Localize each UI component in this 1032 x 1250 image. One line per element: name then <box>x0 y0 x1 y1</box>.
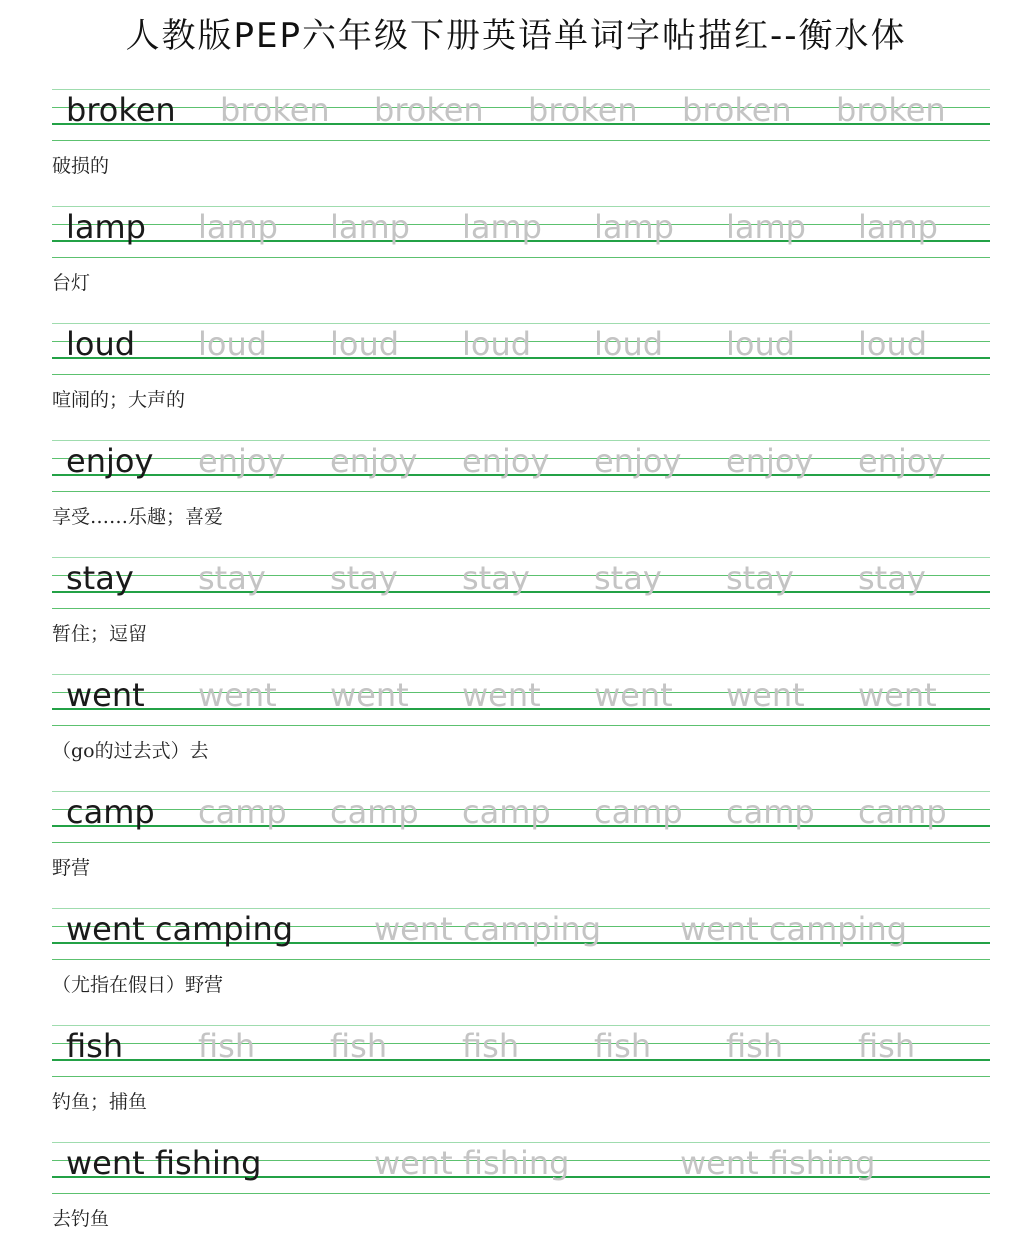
word-model: stay <box>66 559 134 597</box>
word-trace: loud <box>726 325 796 363</box>
guide-line <box>52 374 990 375</box>
word-trace: stay <box>330 559 398 597</box>
word-entry <box>52 88 990 188</box>
word-trace: broken <box>220 91 330 129</box>
word-trace: enjoy <box>858 442 946 480</box>
word-entry <box>52 1141 990 1241</box>
word-model: went camping <box>66 910 294 948</box>
word-trace: went camping <box>374 910 602 948</box>
word-entry <box>52 322 990 422</box>
word-meaning: 破损的 <box>52 155 110 177</box>
word-meaning: 野营 <box>52 857 91 879</box>
word-trace: camp <box>198 793 287 831</box>
word-trace: stay <box>462 559 530 597</box>
word-model: broken <box>66 91 176 129</box>
word-trace: went <box>726 676 805 714</box>
word-model: went fishing <box>66 1144 262 1182</box>
guide-line <box>52 1043 990 1044</box>
guide-line <box>52 725 990 726</box>
word-model: camp <box>66 793 155 831</box>
word-entry <box>52 556 990 656</box>
word-trace: camp <box>330 793 419 831</box>
word-trace: went <box>462 676 541 714</box>
guide-line <box>52 140 990 141</box>
word-model: lamp <box>66 208 146 246</box>
word-trace: stay <box>858 559 926 597</box>
word-trace: fish <box>858 1027 916 1065</box>
word-trace: went <box>858 676 937 714</box>
guide-line <box>52 491 990 492</box>
word-trace: loud <box>462 325 532 363</box>
word-trace: camp <box>858 793 947 831</box>
word-trace: lamp <box>726 208 806 246</box>
page-title: 人教版PEP六年级下册英语单词字帖描红--衡水体 <box>125 16 907 56</box>
word-meaning: 台灯 <box>52 272 91 294</box>
word-trace: went fishing <box>680 1144 876 1182</box>
word-entry <box>52 907 990 1007</box>
word-trace: enjoy <box>594 442 682 480</box>
word-meaning: （go的过去式）去 <box>52 740 209 762</box>
guide-line <box>52 608 990 609</box>
word-trace: lamp <box>198 208 278 246</box>
word-meaning: 去钓鱼 <box>52 1208 110 1230</box>
word-trace: went camping <box>680 910 908 948</box>
word-trace: went fishing <box>374 1144 570 1182</box>
word-trace: loud <box>858 325 928 363</box>
word-trace: enjoy <box>462 442 550 480</box>
word-entry <box>52 1024 990 1124</box>
word-trace: broken <box>682 91 792 129</box>
word-model: went <box>66 676 145 714</box>
word-trace: lamp <box>462 208 542 246</box>
word-entry <box>52 790 990 890</box>
word-trace: fish <box>462 1027 520 1065</box>
word-trace: went <box>594 676 673 714</box>
word-trace: stay <box>594 559 662 597</box>
guide-line <box>52 842 990 843</box>
four-line-grid <box>52 1024 990 1080</box>
guide-line <box>52 1025 990 1026</box>
word-trace: broken <box>836 91 946 129</box>
word-trace: went <box>198 676 277 714</box>
guide-line <box>52 1059 990 1061</box>
word-entry <box>52 439 990 539</box>
word-trace: fish <box>330 1027 388 1065</box>
word-entry <box>52 205 990 305</box>
guide-line <box>52 959 990 960</box>
word-trace: stay <box>198 559 266 597</box>
word-model: fish <box>66 1027 124 1065</box>
word-trace: camp <box>462 793 551 831</box>
word-trace: enjoy <box>726 442 814 480</box>
guide-line <box>52 257 990 258</box>
word-trace: lamp <box>330 208 410 246</box>
word-model: enjoy <box>66 442 154 480</box>
word-trace: fish <box>198 1027 256 1065</box>
word-model: loud <box>66 325 136 363</box>
word-trace: stay <box>726 559 794 597</box>
word-trace: enjoy <box>198 442 286 480</box>
word-trace: loud <box>330 325 400 363</box>
word-trace: enjoy <box>330 442 418 480</box>
word-trace: broken <box>528 91 638 129</box>
word-trace: fish <box>594 1027 652 1065</box>
word-trace: broken <box>374 91 484 129</box>
word-meaning: 暂住；逗留 <box>52 623 148 645</box>
word-meaning: 钓鱼；捕鱼 <box>52 1091 148 1113</box>
word-trace: went <box>330 676 409 714</box>
word-trace: loud <box>594 325 664 363</box>
word-trace: lamp <box>858 208 938 246</box>
word-trace: lamp <box>594 208 674 246</box>
word-trace: loud <box>198 325 268 363</box>
word-meaning: 喧闹的；大声的 <box>52 389 186 411</box>
guide-line <box>52 1193 990 1194</box>
word-entry <box>52 673 990 773</box>
word-trace: camp <box>726 793 815 831</box>
guide-line <box>52 1076 990 1077</box>
word-trace: fish <box>726 1027 784 1065</box>
word-trace: camp <box>594 793 683 831</box>
word-meaning: （尤指在假日）野营 <box>52 974 224 996</box>
word-meaning: 享受……乐趣；喜爱 <box>52 506 224 528</box>
